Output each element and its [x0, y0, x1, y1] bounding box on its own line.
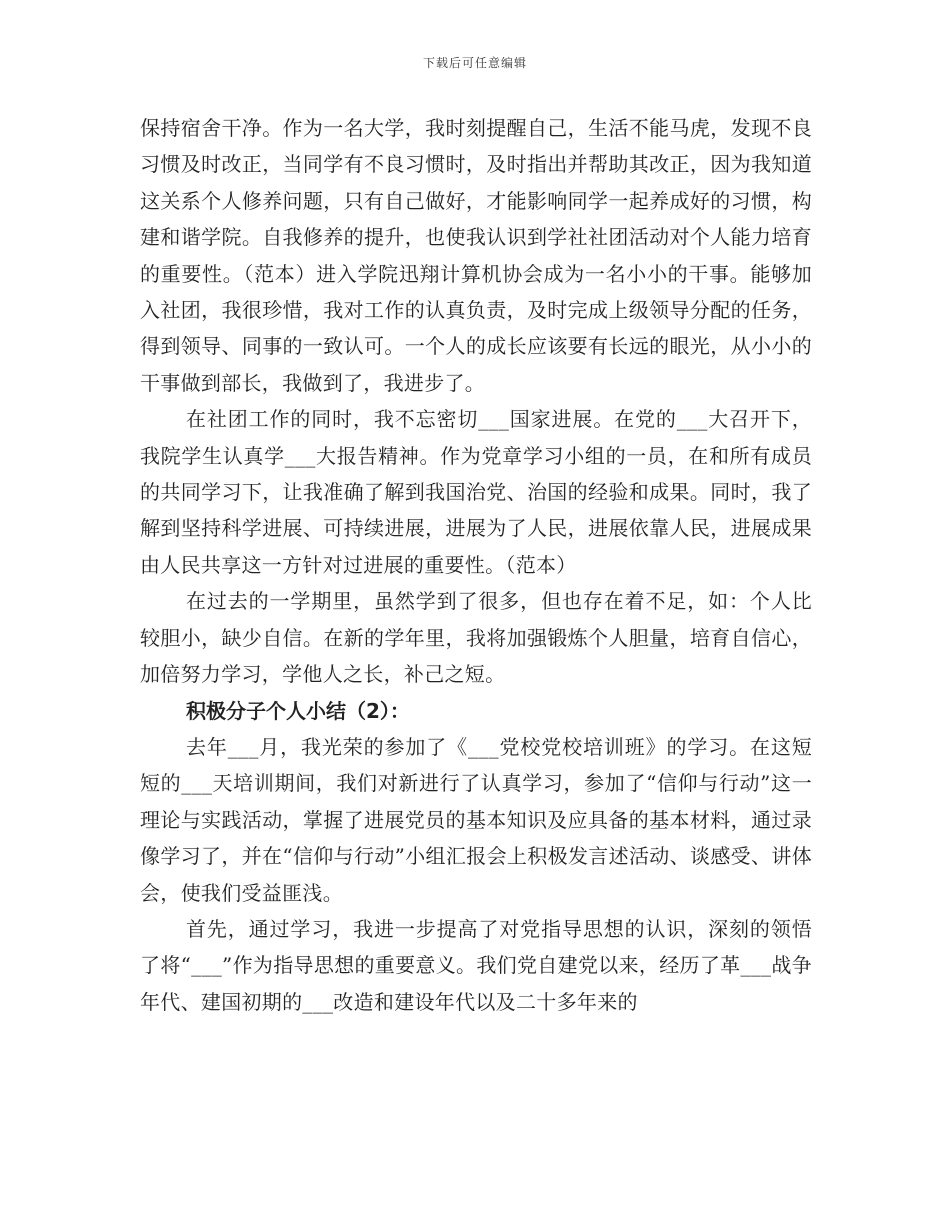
document-body	[140, 110, 812, 1020]
page-header: 下载后可任意编辑	[422, 56, 527, 70]
section-heading: 积极分子个人小结（2）：	[186, 698, 410, 723]
paragraph: 首先，通过学习，我进一步提高了对党指导思想的认识，深刻的领悟了将“___”作为指导思想的重要意义。我们党自建党以来，经历了革___战争年代、建国初期的___改造和建设年代以及二十多年来的	[140, 916, 812, 1014]
paragraph: 在社团工作的同时，我不忘密切___国家进展。在党的___大召开下，我院学生认真学___大报告精神。作为党章学习小组的一员，在和所有成员的共同学习下，让我准确了解到我国治党、治国的经验和成果。同时，我了解到坚持科学进展、可持续进展，进展为了人民，进展依靠人民，进展成果由人民共享这一方针对过进展的重要性。（范本）	[140, 407, 812, 577]
paragraph: 在过去的一学期里，虽然学到了很多，但也存在着不足，如：个人比较胆小，缺少自信。在新的学年里，我将加强锻炼个人胆量，培育自信心，加倍努力学习，学他人之长，补己之短。	[140, 589, 812, 687]
paragraph: 去年___月，我光荣的参加了《___党校党校培训班》的学习。在这短短的___天培训期间，我们对新进行了认真学习，参加了“信仰与行动”这一理论与实践活动，掌握了进展党员的基本知识及应具备的基本材料，通过录像学习了，并在“信仰与行动”小组汇报会上积极发言述活动、谈感受、讲体会，使我们受益匪浅。	[140, 734, 812, 905]
paragraph: 保持宿舍干净。作为一名大学，我时刻提醒自己，生活不能马虎，发现不良习惯及时改正，当同学有不良习惯时，及时指出并帮助其改正，因为我知道这关系个人修养问题，只有自己做好，才能影响同学一起养成好的习惯，构建和谐学院。自我修养的提升，也使我认识到学社社团活动对个人能力培育的重要性。（范本）进入学院迅翔计算机协会成为一名小小的干事。能够加入社团，我很珍惜，我对工作的认真负责，及时完成上级领导分配的任务，得到领导、同事的一致认可。一个人的成长应该要有长远的眼光，从小小的干事做到部长，我做到了，我进步了。	[140, 116, 812, 395]
